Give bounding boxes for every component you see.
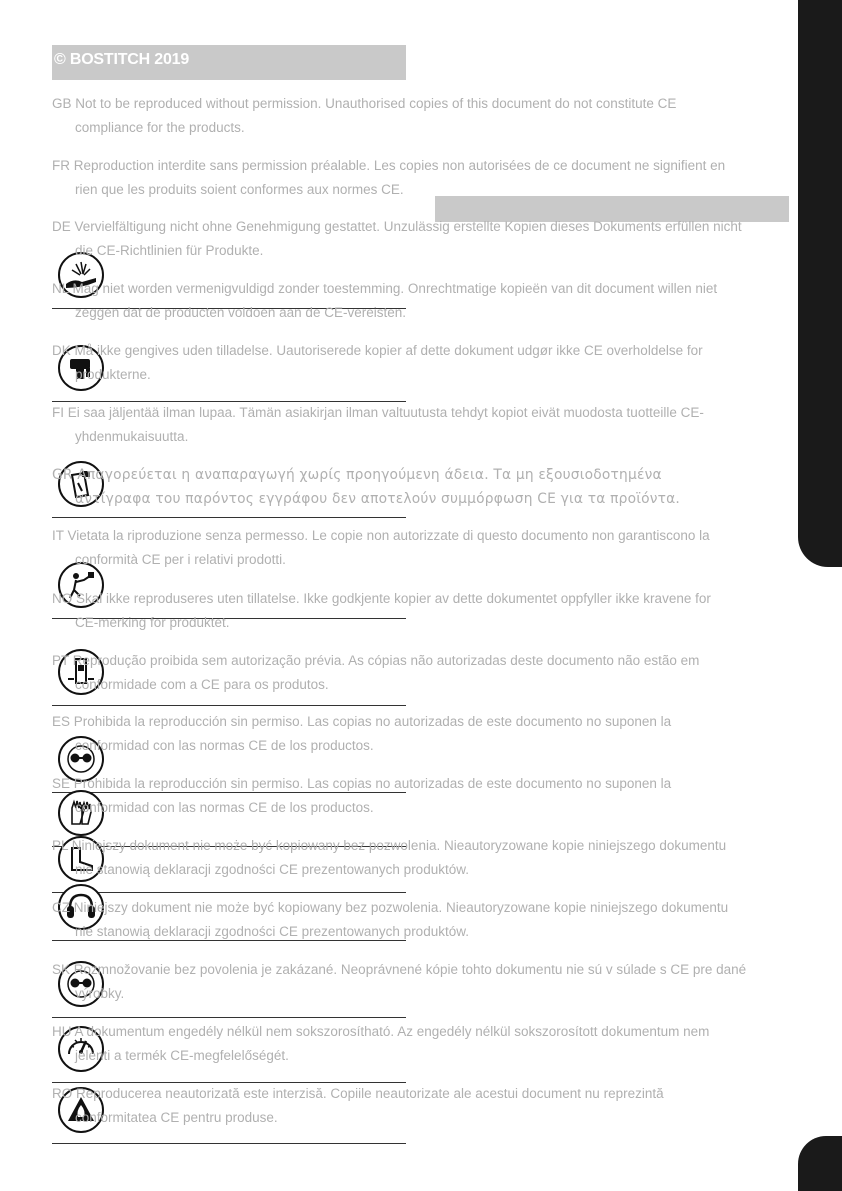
notice-entry: DE Vervielfältigung nicht ohne Genehmigung gestattet. Unzulässig erstellte Kopien dieses Dokuments erfüllen nicht die CE-Richtlinien für Produkte. bbox=[52, 219, 742, 258]
notice-entry: FI Ei saa jäljentää ilman lupaa. Tämän asiakirjan ilman valtuutusta tehdyt kopiot eivät muodosta tuotteille CE- yhdenmukaisuutta. bbox=[52, 405, 704, 444]
notice-entry: NO Skal ikke reproduseres uten tillatelse. Ikke godkjente kopier av dette dokumentet oppfyller ikke kravene for CE-merking for produktet. bbox=[52, 591, 711, 630]
notice-entry: PT Reprodução proibida sem autorização prévia. As cópias não autorizadas deste documento não estão em conformidade com a CE para os produtos. bbox=[52, 653, 700, 692]
notice-entry: ES Prohibida la reproducción sin permiso. Las copias no autorizadas de este documento no suponen la conformidad con las normas CE de los productos. bbox=[52, 714, 672, 753]
notice-entry: RO Reproducerea neautorizată este interzisă. Copiile neautorizate ale acestui document nu reprezintă conformitatea CE pentru produse. bbox=[52, 1086, 664, 1125]
notice-entry: GB Not to be reproduced without permission. Unauthorised copies of this document do not constitute CE compliance for the products. bbox=[52, 96, 677, 135]
notice-entry: GR Απαγορεύεται η αναπαραγωγή χωρίς προηγούμενη άδεια. Τα μη εξουσιοδοτημένα αντίγραφα του παρόντος εγγράφου δεν αποτελούν συμμόρφωση CE για τα προϊόντα. bbox=[52, 467, 681, 507]
notice-entry: FR Reproduction interdite sans permission préalable. Les copies non autorisées de ce document ne signifient en rien que les produits soient conformes aux normes CE. bbox=[52, 158, 726, 197]
notice-entry: CZ Niniejszy dokument nie może być kopiowany bez pozwolenia. Nieautoryzowane kopie niniejszego dokumentu nie stanowią deklaracji zgodności CE prezentowanych produktów. bbox=[52, 900, 729, 939]
notice-entry: NL Mag niet worden vermenigvuldigd zonder toestemming. Onrechtmatige kopieën van dit document willen niet zeggen dat de producten voldoen aan de CE-vereisten. bbox=[52, 281, 718, 320]
copyright-text: © BOSTITCH 2019 bbox=[54, 51, 190, 68]
side-tab-bottom bbox=[798, 1136, 842, 1191]
side-tab-top bbox=[798, 0, 842, 567]
notice-entry: HU A dokumentum engedély nélkül nem sokszorosítható. Az engedély nélkül sokszorosított dokumentum nem jelenti a termék CE-megfelelőségét. bbox=[52, 1024, 710, 1063]
notice-entry: IT Vietata la riproduzione senza permesso. Le copie non autorizzate di questo documento non garantiscono la conformità CE per i relativi prodotti. bbox=[52, 528, 710, 567]
notice-entry: PL Niniejszy dokument nie może być kopiowany bez pozwolenia. Nieautoryzowane kopie niniejszego dokumentu nie stanowią deklaracji zgodności CE prezentowanych produktów. bbox=[52, 838, 727, 877]
notice-entry: SE Prohibida la reproducción sin permiso. Las copias no autorizadas de este documento no suponen la conformidad con las normas CE de los productos. bbox=[52, 776, 672, 815]
notice-entry: SK Rozmnožovanie bez povolenia je zakázané. Neoprávnené kópie tohto dokumentu nie sú v súlade s CE pre dané výrobky. bbox=[52, 962, 747, 1001]
notice-entry: DK Må ikke gengives uden tilladelse. Uautoriserede kopier af dette dokument udgør ikke CE overholdelse for produkterne. bbox=[52, 343, 703, 382]
